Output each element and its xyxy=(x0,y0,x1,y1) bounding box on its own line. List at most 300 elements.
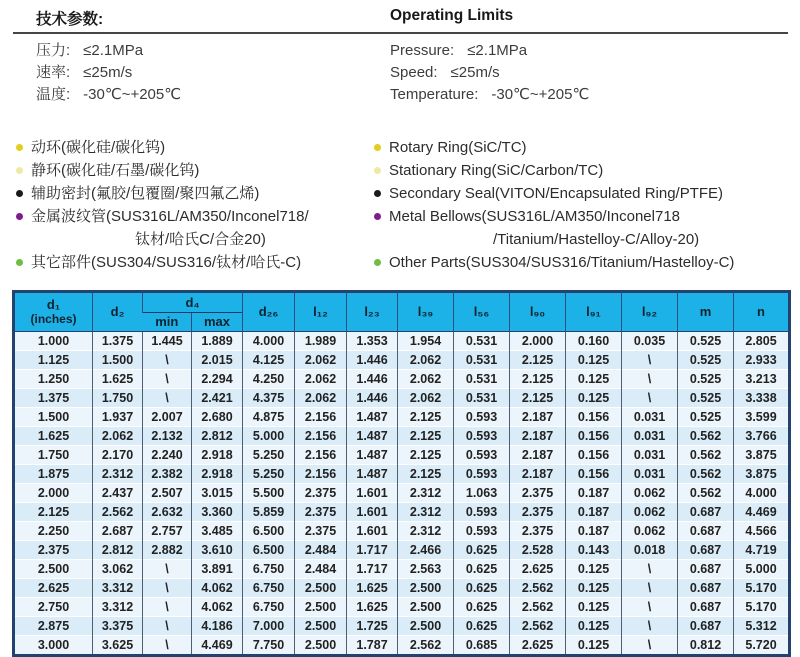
table-cell: 3.875 xyxy=(734,465,790,484)
table-cell: 1.937 xyxy=(93,408,143,427)
col-header-l92: l₉₂ xyxy=(622,292,678,332)
table-cell: 2.500 xyxy=(295,579,347,598)
table-cell: 1.500 xyxy=(14,408,93,427)
material-label: 静环(碳化硅/石墨/碳化钨) xyxy=(31,162,200,179)
table-cell: 6.500 xyxy=(243,522,295,541)
table-cell: 2.375 xyxy=(295,484,347,503)
table-cell: 2.562 xyxy=(510,617,566,636)
table-row xyxy=(14,503,790,522)
table-cell: 2.500 xyxy=(295,598,347,617)
bullet-icon xyxy=(374,190,381,197)
table-cell: 0.593 xyxy=(454,446,510,465)
table-row xyxy=(14,560,790,579)
table-cell: \ xyxy=(622,579,678,598)
table-cell: \ xyxy=(143,370,192,389)
table-cell: 2.375 xyxy=(14,541,93,560)
materials-list-en xyxy=(374,136,734,274)
bullet-icon xyxy=(374,213,381,220)
table-cell: 2.062 xyxy=(93,427,143,446)
table-cell: 1.889 xyxy=(192,332,243,351)
spec-row-pressure-zh xyxy=(36,40,390,62)
table-cell: 3.625 xyxy=(93,636,143,656)
material-label: Other Parts(SUS304/SUS316/Titanium/Hastelloy-C) xyxy=(389,254,735,271)
table-cell: 0.035 xyxy=(622,332,678,351)
table-cell: 2.375 xyxy=(510,484,566,503)
table-row xyxy=(14,579,790,598)
table-cell: 4.000 xyxy=(243,332,295,351)
table-cell: 0.687 xyxy=(678,598,734,617)
table-cell: 2.062 xyxy=(295,370,347,389)
material-item xyxy=(16,136,374,159)
table-cell: 4.000 xyxy=(734,484,790,503)
table-cell: \ xyxy=(143,351,192,370)
table-cell: 2.312 xyxy=(398,484,454,503)
table-cell: 4.375 xyxy=(243,389,295,408)
table-cell: 3.766 xyxy=(734,427,790,446)
table-cell: 5.859 xyxy=(243,503,295,522)
col-header-l39: l₃₉ xyxy=(398,292,454,332)
material-item xyxy=(16,182,374,205)
table-cell: 0.562 xyxy=(678,446,734,465)
table-cell: 1.750 xyxy=(93,389,143,408)
table-cell: 0.625 xyxy=(454,598,510,617)
bullet-icon xyxy=(16,144,23,151)
table-body xyxy=(14,332,790,656)
col-header-m: m xyxy=(678,292,734,332)
table-cell: 2.312 xyxy=(398,522,454,541)
table-cell: 2.000 xyxy=(14,484,93,503)
table-cell: 1.717 xyxy=(347,560,398,579)
table-cell: 2.882 xyxy=(143,541,192,560)
table-cell: 0.125 xyxy=(566,351,622,370)
table-cell: 2.125 xyxy=(398,446,454,465)
table-cell: 1.625 xyxy=(93,370,143,389)
table-cell: 0.562 xyxy=(678,484,734,503)
table-cell: 2.125 xyxy=(510,351,566,370)
table-cell: 2.007 xyxy=(143,408,192,427)
table-cell: 6.750 xyxy=(243,598,295,617)
table-cell: 1.445 xyxy=(143,332,192,351)
table-cell: 0.187 xyxy=(566,522,622,541)
material-label: 金属波纹管(SUS316L/AM350/Inconel718/ 钛材/哈氏C/合金20) xyxy=(31,208,309,248)
table-cell: 0.031 xyxy=(622,465,678,484)
table-cell: 1.601 xyxy=(347,522,398,541)
table-cell: 2.125 xyxy=(398,408,454,427)
table-row xyxy=(14,541,790,560)
table-cell: \ xyxy=(143,560,192,579)
spec-label: 速率: xyxy=(36,64,71,81)
table-cell: 2.294 xyxy=(192,370,243,389)
table-cell: 2.562 xyxy=(93,503,143,522)
material-item xyxy=(374,205,734,251)
table-cell: 4.719 xyxy=(734,541,790,560)
table-cell: 2.507 xyxy=(143,484,192,503)
col-header-d1 xyxy=(14,292,93,332)
material-label: Stationary Ring(SiC/Carbon/TC) xyxy=(389,162,604,179)
table-cell: 1.375 xyxy=(93,332,143,351)
table-cell: 5.500 xyxy=(243,484,295,503)
table-cell: 0.625 xyxy=(454,617,510,636)
table-row xyxy=(14,446,790,465)
table-cell: 2.156 xyxy=(295,465,347,484)
table-cell: 2.062 xyxy=(295,389,347,408)
table-cell: 2.625 xyxy=(510,636,566,656)
table-cell: 2.187 xyxy=(510,427,566,446)
material-item xyxy=(16,251,374,274)
spec-value: -30℃~+205℃ xyxy=(83,86,182,103)
col-header-d2: d₂ xyxy=(93,292,143,332)
table-cell: 1.601 xyxy=(347,503,398,522)
col-header-l90: l₉₀ xyxy=(510,292,566,332)
table-cell: 2.632 xyxy=(143,503,192,522)
table-cell: 5.170 xyxy=(734,598,790,617)
table-cell: 0.593 xyxy=(454,427,510,446)
table-cell: 4.875 xyxy=(243,408,295,427)
table-cell: 0.160 xyxy=(566,332,622,351)
table-cell: 2.062 xyxy=(398,370,454,389)
material-item xyxy=(16,205,374,251)
table-cell: 2.918 xyxy=(192,465,243,484)
table-cell: 5.000 xyxy=(243,427,295,446)
table-cell: 1.625 xyxy=(347,598,398,617)
table-row xyxy=(14,351,790,370)
table-cell: 2.625 xyxy=(510,560,566,579)
table-cell: 2.625 xyxy=(14,579,93,598)
table-cell: 2.933 xyxy=(734,351,790,370)
table-cell: 2.312 xyxy=(93,465,143,484)
table-cell: 1.750 xyxy=(14,446,93,465)
bullet-icon xyxy=(374,167,381,174)
spec-label: Speed: xyxy=(390,64,438,81)
table-cell: 2.062 xyxy=(398,389,454,408)
dimensions-table xyxy=(12,290,791,657)
material-label: 其它部件(SUS304/SUS316/钛材/哈氏-C) xyxy=(31,254,302,271)
table-cell: \ xyxy=(622,598,678,617)
col-header-l91: l₉₁ xyxy=(566,292,622,332)
col-header-d1-unit: (inches) xyxy=(30,312,77,326)
table-row xyxy=(14,617,790,636)
table-cell: 3.213 xyxy=(734,370,790,389)
table-cell: 3.891 xyxy=(192,560,243,579)
material-label: Metal Bellows(SUS316L/AM350/Inconel718 /Titanium/Hastelloy-C/Alloy-20) xyxy=(389,208,700,248)
table-cell: \ xyxy=(143,598,192,617)
table-cell: 5.250 xyxy=(243,446,295,465)
table-cell: 3.062 xyxy=(93,560,143,579)
table-cell: 2.375 xyxy=(295,522,347,541)
table-cell: 2.062 xyxy=(398,351,454,370)
table-cell: 0.031 xyxy=(622,427,678,446)
spec-headings-row xyxy=(0,0,800,29)
table-cell: 2.312 xyxy=(398,503,454,522)
table-cell: 3.015 xyxy=(192,484,243,503)
material-label: 动环(碳化硅/碳化钨) xyxy=(31,139,166,156)
table-cell: 0.593 xyxy=(454,522,510,541)
table-cell: 2.562 xyxy=(398,636,454,656)
table-cell: 3.312 xyxy=(93,579,143,598)
table-cell: 2.240 xyxy=(143,446,192,465)
table-cell: 0.525 xyxy=(678,389,734,408)
table-row xyxy=(14,465,790,484)
table-cell: 2.466 xyxy=(398,541,454,560)
table-cell: \ xyxy=(622,636,678,656)
table-cell: \ xyxy=(622,370,678,389)
spec-row-pressure-en xyxy=(390,40,589,62)
table-cell: 0.187 xyxy=(566,503,622,522)
table-cell: 2.125 xyxy=(398,465,454,484)
table-cell: 2.500 xyxy=(398,617,454,636)
table-cell: 2.125 xyxy=(398,427,454,446)
table-cell: 2.375 xyxy=(510,503,566,522)
bullet-icon xyxy=(374,259,381,266)
table-cell: \ xyxy=(622,617,678,636)
table-cell: 2.528 xyxy=(510,541,566,560)
table-cell: 1.446 xyxy=(347,389,398,408)
table-cell: 0.593 xyxy=(454,503,510,522)
col-header-d4-min: min xyxy=(143,313,192,332)
table-cell: 3.599 xyxy=(734,408,790,427)
table-cell: 0.187 xyxy=(566,484,622,503)
table-cell: \ xyxy=(622,351,678,370)
table-cell: 0.685 xyxy=(454,636,510,656)
table-row xyxy=(14,484,790,503)
table-cell: 0.156 xyxy=(566,427,622,446)
table-cell: 2.500 xyxy=(295,617,347,636)
table-cell: 1.625 xyxy=(14,427,93,446)
material-label: Secondary Seal(VITON/Encapsulated Ring/PTFE) xyxy=(389,185,724,202)
table-cell: \ xyxy=(143,636,192,656)
table-cell: \ xyxy=(143,617,192,636)
table-cell: 0.125 xyxy=(566,579,622,598)
table-cell: 2.000 xyxy=(510,332,566,351)
table-cell: 4.125 xyxy=(243,351,295,370)
table-cell: 2.187 xyxy=(510,465,566,484)
material-item xyxy=(374,182,734,205)
table-cell: 2.875 xyxy=(14,617,93,636)
table-cell: 2.421 xyxy=(192,389,243,408)
table-cell: 5.720 xyxy=(734,636,790,656)
table-cell: 3.375 xyxy=(93,617,143,636)
table-cell: 2.812 xyxy=(192,427,243,446)
table-header xyxy=(14,292,790,332)
table-cell: 0.125 xyxy=(566,560,622,579)
table-cell: 1.625 xyxy=(347,579,398,598)
col-header-l23: l₂₃ xyxy=(347,292,398,332)
table-cell: 2.382 xyxy=(143,465,192,484)
table-cell: 2.484 xyxy=(295,560,347,579)
table-cell: 1.125 xyxy=(14,351,93,370)
table-cell: 0.525 xyxy=(678,408,734,427)
table-cell: 2.563 xyxy=(398,560,454,579)
table-cell: 7.750 xyxy=(243,636,295,656)
material-label: Rotary Ring(SiC/TC) xyxy=(389,139,527,156)
table-cell: 2.187 xyxy=(510,446,566,465)
spec-column-zh xyxy=(36,40,390,106)
table-cell: 0.156 xyxy=(566,446,622,465)
table-cell: 4.469 xyxy=(192,636,243,656)
table-cell: 0.531 xyxy=(454,351,510,370)
table-cell: 0.687 xyxy=(678,560,734,579)
material-label: 辅助密封(氟胶/包覆圈/聚四氟乙烯) xyxy=(31,185,260,202)
spec-row-temperature-en xyxy=(390,84,589,106)
table-cell: 0.525 xyxy=(678,351,734,370)
table-cell: 0.562 xyxy=(678,427,734,446)
table-cell: 0.156 xyxy=(566,465,622,484)
table-cell: 2.156 xyxy=(295,446,347,465)
table-cell: 2.562 xyxy=(510,598,566,617)
operating-limits-section xyxy=(0,40,800,106)
table-row xyxy=(14,332,790,351)
table-cell: 1.487 xyxy=(347,446,398,465)
table-cell: 6.500 xyxy=(243,541,295,560)
material-item xyxy=(16,159,374,182)
table-cell: 0.687 xyxy=(678,617,734,636)
bullet-icon xyxy=(374,144,381,151)
table-cell: 0.687 xyxy=(678,541,734,560)
table-cell: 0.525 xyxy=(678,370,734,389)
table-cell: \ xyxy=(143,389,192,408)
spec-label: Pressure: xyxy=(390,42,455,59)
table-cell: 2.437 xyxy=(93,484,143,503)
table-cell: 0.625 xyxy=(454,560,510,579)
bullet-icon xyxy=(16,190,23,197)
table-cell: 0.531 xyxy=(454,370,510,389)
table-cell: 0.031 xyxy=(622,408,678,427)
table-cell: 0.625 xyxy=(454,579,510,598)
material-item xyxy=(374,159,734,182)
table-cell: 4.062 xyxy=(192,579,243,598)
table-cell: 2.125 xyxy=(510,370,566,389)
table-cell: 0.562 xyxy=(678,465,734,484)
table-cell: 2.015 xyxy=(192,351,243,370)
spec-label: Temperature: xyxy=(390,86,479,103)
table-cell: 2.562 xyxy=(510,579,566,598)
table-cell: 4.250 xyxy=(243,370,295,389)
spec-label: 压力: xyxy=(36,42,71,59)
table-cell: 2.805 xyxy=(734,332,790,351)
table-cell: 0.062 xyxy=(622,503,678,522)
bullet-icon xyxy=(16,167,23,174)
table-cell: 1.446 xyxy=(347,351,398,370)
table-cell: 3.875 xyxy=(734,446,790,465)
table-cell: 0.625 xyxy=(454,541,510,560)
table-cell: 2.500 xyxy=(398,598,454,617)
table-cell: 3.610 xyxy=(192,541,243,560)
materials-list-zh xyxy=(16,136,374,274)
spec-value: ≤2.1MPa xyxy=(83,42,144,59)
table-cell: 0.525 xyxy=(678,332,734,351)
table-cell: 0.156 xyxy=(566,408,622,427)
table-cell: 2.170 xyxy=(93,446,143,465)
table-row xyxy=(14,389,790,408)
table-cell: 3.485 xyxy=(192,522,243,541)
table-cell: 0.531 xyxy=(454,332,510,351)
col-header-d1-symbol: d₁ xyxy=(46,297,61,312)
material-item xyxy=(374,251,734,274)
table-cell: 2.500 xyxy=(14,560,93,579)
table-row xyxy=(14,522,790,541)
table-cell: 2.757 xyxy=(143,522,192,541)
table-cell: 1.063 xyxy=(454,484,510,503)
table-cell: 4.062 xyxy=(192,598,243,617)
table-cell: 4.186 xyxy=(192,617,243,636)
table-cell: 5.000 xyxy=(734,560,790,579)
spec-row-speed-en xyxy=(390,62,589,84)
col-header-n: n xyxy=(734,292,790,332)
table-cell: \ xyxy=(622,389,678,408)
table-cell: 0.125 xyxy=(566,389,622,408)
table-cell: 2.812 xyxy=(93,541,143,560)
table-cell: 1.875 xyxy=(14,465,93,484)
table-cell: 5.250 xyxy=(243,465,295,484)
col-header-d26: d₂₆ xyxy=(243,292,295,332)
table-cell: 3.360 xyxy=(192,503,243,522)
table-cell: 2.187 xyxy=(510,408,566,427)
table-cell: 3.000 xyxy=(14,636,93,656)
spec-value: ≤25m/s xyxy=(83,64,133,81)
table-cell: 2.500 xyxy=(398,579,454,598)
materials-section xyxy=(0,136,800,274)
table-cell: 2.484 xyxy=(295,541,347,560)
table-cell: 0.125 xyxy=(566,598,622,617)
table-cell: 1.446 xyxy=(347,370,398,389)
table-cell: 0.125 xyxy=(566,617,622,636)
table-cell: 4.469 xyxy=(734,503,790,522)
table-cell: 1.989 xyxy=(295,332,347,351)
spec-value: ≤2.1MPa xyxy=(467,42,528,59)
table-cell: 6.750 xyxy=(243,579,295,598)
table-cell: 1.717 xyxy=(347,541,398,560)
spec-row-temperature-zh xyxy=(36,84,390,106)
table-cell: 0.031 xyxy=(622,446,678,465)
table-row xyxy=(14,408,790,427)
spec-value: ≤25m/s xyxy=(450,64,500,81)
table-cell: 0.062 xyxy=(622,522,678,541)
table-cell: 2.132 xyxy=(143,427,192,446)
table-cell: 2.250 xyxy=(14,522,93,541)
table-cell: 1.954 xyxy=(398,332,454,351)
table-cell: 2.687 xyxy=(93,522,143,541)
table-cell: 5.312 xyxy=(734,617,790,636)
table-cell: 0.593 xyxy=(454,408,510,427)
col-header-d4: d₄ xyxy=(143,292,243,313)
table-cell: 0.593 xyxy=(454,465,510,484)
table-cell: 1.500 xyxy=(93,351,143,370)
table-cell: 0.812 xyxy=(678,636,734,656)
spec-value: -30℃~+205℃ xyxy=(491,86,590,103)
spec-row-speed-zh xyxy=(36,62,390,84)
col-header-d4-max: max xyxy=(192,313,243,332)
table-cell: 1.725 xyxy=(347,617,398,636)
table-cell: 0.687 xyxy=(678,503,734,522)
table-cell: 2.918 xyxy=(192,446,243,465)
table-cell: \ xyxy=(143,579,192,598)
table-cell: 6.750 xyxy=(243,560,295,579)
table-cell: 7.000 xyxy=(243,617,295,636)
table-cell: 2.156 xyxy=(295,427,347,446)
table-cell: 1.250 xyxy=(14,370,93,389)
table-cell: 5.170 xyxy=(734,579,790,598)
table-cell: 0.125 xyxy=(566,370,622,389)
table-cell: 1.787 xyxy=(347,636,398,656)
page-title-zh: 技术参数: xyxy=(36,11,104,28)
table-row xyxy=(14,598,790,617)
bullet-icon xyxy=(16,259,23,266)
table-cell: 2.375 xyxy=(295,503,347,522)
table-cell: 2.125 xyxy=(14,503,93,522)
table-cell: 2.500 xyxy=(295,636,347,656)
table-cell: 1.353 xyxy=(347,332,398,351)
table-cell: 0.125 xyxy=(566,636,622,656)
